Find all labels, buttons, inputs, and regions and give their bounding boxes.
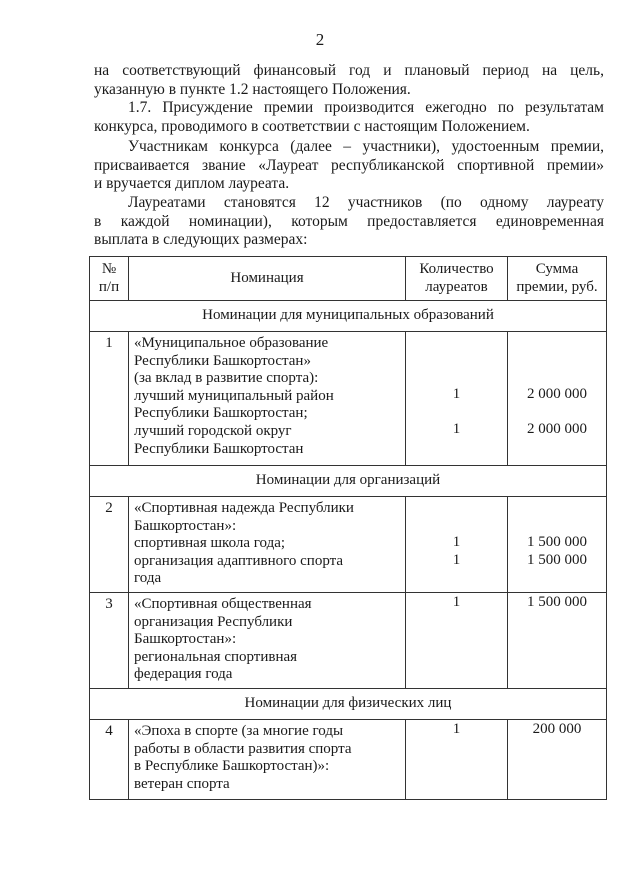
header-sum-line-1: Сумма	[535, 260, 579, 277]
nomination-line: организация Республики	[134, 613, 293, 630]
row-number: 3	[90, 593, 129, 689]
header-sum-line-2: премии, руб.	[516, 278, 598, 295]
nomination-line: Республики Башкортостан	[134, 440, 304, 457]
paragraph-3	[94, 138, 604, 194]
row-sum	[508, 720, 607, 800]
awards-table	[89, 256, 607, 800]
nomination-line: спортивная школа года;	[134, 535, 286, 552]
header-number-line-1: №	[101, 260, 117, 277]
table-row	[90, 497, 607, 593]
row-number: 1	[90, 332, 129, 466]
section-row-municipal	[90, 301, 607, 332]
paragraph-2	[94, 99, 604, 136]
row-sum	[508, 497, 607, 593]
page-number: 2	[315, 30, 325, 49]
paragraph-2-line-1: 1.7. Присуждение премии производится ежегодно по результатам	[128, 99, 604, 116]
header-nomination: Номинация	[129, 257, 406, 301]
header-count-line-1: Количество	[419, 260, 494, 277]
count-value: 1	[452, 721, 461, 737]
row-nomination	[129, 593, 406, 689]
paragraph-3-line-3: и вручается диплом лауреата.	[94, 175, 290, 192]
table-row	[90, 332, 607, 466]
sum-value: 1 500 000	[527, 594, 587, 610]
sum-value: 1 500 000	[527, 551, 587, 568]
nomination-line: «Спортивная надежда Республики	[134, 500, 354, 516]
header-count-line-2: лауреатов	[425, 278, 488, 295]
nomination-line: лучший муниципальный район	[134, 387, 334, 404]
nomination-line: «Муниципальное образование	[134, 335, 329, 351]
row-nomination	[129, 497, 406, 593]
nomination-line: Башкортостан»:	[134, 517, 237, 534]
paragraph-1-line-2: указанную в пункте 1.2 настоящего Положения.	[94, 80, 411, 98]
nomination-line: региональная спортивная	[134, 648, 298, 665]
nomination-line: организация адаптивного спорта	[134, 552, 344, 569]
section-row-organizations	[90, 466, 607, 497]
row-count	[406, 332, 508, 466]
row-nomination	[129, 332, 406, 466]
table-row	[90, 593, 607, 689]
row-number: 4	[90, 720, 129, 800]
nomination-line: года	[134, 570, 162, 587]
paragraph-2-line-2: конкурса, проводимого в соответствии с настоящим Положением.	[94, 117, 530, 135]
paragraph-4	[94, 194, 604, 250]
sum-value: 200 000	[532, 721, 582, 737]
count-value: 1	[452, 420, 461, 437]
nomination-line: «Спортивная общественная	[134, 596, 312, 612]
nomination-line: лучший городской округ	[134, 422, 292, 439]
table-header-row	[90, 257, 607, 301]
nomination-line: в Республике Башкортостан)»:	[134, 758, 330, 775]
paragraph-4-line-3: выплата в следующих размерах:	[94, 231, 308, 248]
nomination-line: работы в области развития спорта	[134, 740, 352, 757]
table-row	[90, 720, 607, 800]
row-sum	[508, 332, 607, 466]
paragraph-4-line-1: Лауреатами становятся 12 участников (по одному лауреату	[128, 194, 604, 211]
row-nomination	[129, 720, 406, 800]
nomination-line: ветеран спорта	[134, 775, 230, 792]
count-value: 1	[452, 594, 461, 610]
paragraph-1	[94, 62, 604, 99]
nomination-line: «Эпоха в спорте (за многие годы	[134, 723, 344, 739]
section-title: Номинации для физических лиц	[90, 689, 607, 720]
count-value: 1	[452, 386, 461, 402]
nomination-line: федерация года	[134, 666, 233, 683]
paragraph-4-line-2: в каждой номинации), которым предоставляется единовременная	[94, 212, 604, 230]
nomination-line: (за вклад в развитие спорта):	[134, 370, 319, 387]
nomination-line: Республики Башкортостан;	[134, 405, 308, 422]
paragraph-3-line-2: присваивается звание «Лауреат республиканской спортивной премии»	[94, 156, 604, 174]
row-number: 2	[90, 497, 129, 593]
header-sum	[508, 257, 607, 301]
section-row-individuals	[90, 689, 607, 720]
paragraph-1-line-1: на соответствующий финансовый год и плановый период на цель,	[94, 62, 604, 79]
sum-value: 2 000 000	[527, 386, 587, 402]
nomination-line: Башкортостан»:	[134, 631, 237, 648]
sum-value: 2 000 000	[527, 420, 587, 437]
header-number	[90, 257, 129, 301]
count-value: 1	[452, 534, 461, 550]
row-count	[406, 497, 508, 593]
section-title: Номинации для муниципальных образований	[90, 301, 607, 332]
row-sum	[508, 593, 607, 689]
paragraph-3-line-1: Участникам конкурса (далее – участники), удостоенным премии,	[128, 138, 604, 155]
nomination-line: Республики Башкортостан»	[134, 352, 311, 369]
header-number-line-2: п/п	[98, 278, 120, 295]
section-title: Номинации для организаций	[90, 466, 607, 497]
count-value: 1	[452, 551, 461, 568]
sum-value: 1 500 000	[527, 534, 587, 550]
row-count	[406, 720, 508, 800]
row-count	[406, 593, 508, 689]
header-count	[406, 257, 508, 301]
